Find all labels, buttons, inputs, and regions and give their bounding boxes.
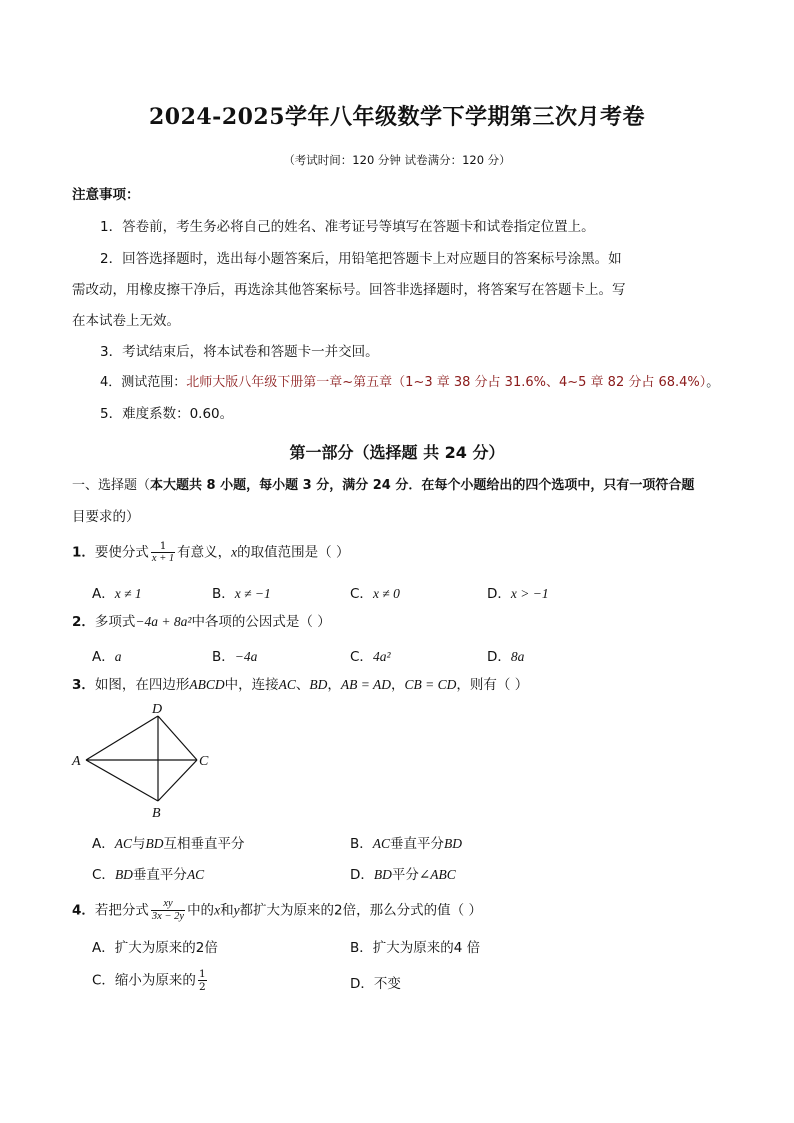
option-label: A． bbox=[92, 586, 115, 602]
option-label: B． bbox=[212, 586, 235, 602]
option-math: BD bbox=[444, 836, 463, 851]
exam-subtitle: （考试时间：120 分钟 试卷满分：120 分） bbox=[283, 153, 511, 167]
q4-option-c[interactable] bbox=[92, 968, 209, 993]
option-math: BD bbox=[373, 867, 392, 882]
fraction bbox=[198, 968, 207, 993]
note-item-2-line-3: 在本试卷上无效。 bbox=[72, 313, 180, 329]
fraction-numerator: xy bbox=[151, 898, 185, 911]
q1-option-a[interactable] bbox=[92, 582, 142, 602]
condition-cb-cd: CB = CD bbox=[404, 677, 457, 692]
option-text: 垂直平分 bbox=[390, 836, 445, 852]
note-item-4-prefix: 4．测试范围： bbox=[100, 375, 187, 390]
q3-option-b[interactable] bbox=[350, 832, 462, 852]
variable: x bbox=[214, 902, 221, 918]
quadrilateral-figure bbox=[66, 698, 226, 823]
fraction-denominator: x + 1 bbox=[151, 553, 175, 564]
option-math: BD bbox=[145, 836, 164, 851]
q1-option-c[interactable] bbox=[350, 582, 400, 602]
question-text: 的取值范围是（ ） bbox=[237, 544, 350, 561]
option-math: 8a bbox=[510, 649, 525, 664]
option-label: D． bbox=[487, 586, 511, 602]
question-text: 有意义， bbox=[177, 544, 232, 561]
note-item-2-line-1: 2．回答选择题时，选出每小题答案后，用铅笔把答题卡上对应题目的答案标号涂黑。如 bbox=[100, 251, 622, 267]
option-label: D． bbox=[487, 649, 511, 665]
question-1-stem bbox=[72, 540, 349, 565]
option-math: x ≠ 1 bbox=[114, 586, 142, 601]
note-item-4-end: 。 bbox=[706, 375, 720, 390]
question-text: 和 bbox=[220, 902, 234, 919]
question-text: 多项式 bbox=[94, 614, 136, 630]
option-math: a bbox=[114, 649, 122, 664]
option-label: D． bbox=[350, 867, 374, 883]
option-text: 平分 bbox=[391, 867, 419, 883]
segment-ac: AC bbox=[278, 677, 296, 692]
option-label: A． bbox=[92, 649, 115, 665]
q2-option-a[interactable] bbox=[92, 645, 122, 665]
q3-option-d[interactable] bbox=[350, 863, 456, 883]
question-number: 2． bbox=[72, 614, 95, 630]
option-label: B． bbox=[212, 649, 235, 665]
option-math: x > −1 bbox=[510, 586, 549, 601]
segment-bd: BD bbox=[309, 677, 328, 692]
fraction-numerator: 1 bbox=[198, 968, 206, 980]
note-item-3: 3．考试结束后，将本试卷和答题卡一并交回。 bbox=[100, 344, 379, 360]
side-dc bbox=[158, 716, 197, 760]
option-math: 4a² bbox=[372, 649, 391, 664]
vertex-a-label: A bbox=[72, 754, 81, 769]
option-label: B． bbox=[350, 836, 373, 852]
question-number: 1． bbox=[72, 544, 95, 561]
question-3-stem bbox=[72, 676, 528, 694]
option-label: C． bbox=[350, 586, 373, 602]
separator: ， bbox=[391, 677, 405, 693]
section-intro-rule: 本大题共 8 小题，每小题 3 分，满分 24 分．在每个小题给出的四个选项中，只有一项符合题 bbox=[150, 478, 695, 493]
option-math: x ≠ 0 bbox=[372, 586, 400, 601]
question-text: 中各项的公因式是（ ） bbox=[191, 614, 331, 630]
variable: y bbox=[233, 902, 240, 918]
side-cb bbox=[158, 760, 197, 801]
section-intro-lead: 一、选择题（ bbox=[72, 478, 151, 493]
fraction-denominator: 2 bbox=[198, 981, 206, 993]
option-text: 互相垂直平分 bbox=[163, 836, 245, 852]
separator: ， bbox=[327, 677, 341, 693]
note-item-4-range: 北师大版八年级下册第一章~第五章（1~3 章 38 分占 31.6%、4~5 章 82 分占 68.4%） bbox=[186, 375, 707, 390]
q1-option-d[interactable] bbox=[487, 582, 549, 602]
fraction bbox=[151, 898, 185, 923]
question-text: ，则有（ ） bbox=[456, 677, 529, 693]
polynomial: −4a + 8a² bbox=[135, 614, 192, 629]
question-text: 若把分式 bbox=[94, 902, 149, 919]
option-text: 与 bbox=[132, 836, 146, 852]
vertex-d-label: D bbox=[152, 702, 163, 717]
fraction-denominator: 3x − 2y bbox=[151, 911, 185, 922]
option-text: C．缩小为原来的 bbox=[92, 972, 196, 989]
vertex-b-label: B bbox=[152, 806, 161, 821]
side-ba bbox=[86, 760, 158, 801]
condition-ab-ad: AB = AD bbox=[340, 677, 392, 692]
q3-option-c[interactable] bbox=[92, 863, 204, 883]
variable: x bbox=[231, 544, 238, 560]
option-math: BD bbox=[114, 867, 133, 882]
question-text: 如图，在四边形 bbox=[94, 677, 190, 693]
quadrilateral-name: ABCD bbox=[189, 677, 225, 692]
notes-heading: 注意事项： bbox=[72, 187, 140, 203]
q2-option-d[interactable] bbox=[487, 645, 524, 665]
fraction-numerator: 1 bbox=[151, 540, 175, 553]
note-item-1: 1．答卷前，考生务必将自己的姓名、准考证号等填写在答题卡和试卷指定位置上。 bbox=[100, 219, 595, 235]
q1-option-b[interactable] bbox=[212, 582, 271, 602]
side-ad bbox=[86, 716, 158, 760]
q4-option-b[interactable]: B．扩大为原来的4 倍 bbox=[350, 940, 481, 956]
question-text: 中，连接 bbox=[224, 677, 279, 693]
question-text: 中的 bbox=[187, 902, 215, 919]
option-math: x ≠ −1 bbox=[234, 586, 271, 601]
option-text: 垂直平分 bbox=[132, 867, 187, 883]
q2-option-b[interactable] bbox=[212, 645, 257, 665]
section-intro-line-2: 目要求的） bbox=[72, 509, 140, 525]
question-text: 要使分式 bbox=[94, 544, 149, 561]
exam-title: 2024-2025学年八年级数学下学期第三次月考卷 bbox=[148, 104, 646, 130]
section-intro-line-1 bbox=[72, 477, 694, 495]
q2-option-c[interactable] bbox=[350, 645, 391, 665]
part-one-title: 第一部分（选择题 共 24 分） bbox=[289, 443, 505, 462]
note-item-2-line-2: 需改动，用橡皮擦干净后，再选涂其他答案标号。回答非选择题时，将答案写在答题卡上。写 bbox=[72, 282, 626, 298]
q4-option-a[interactable]: A．扩大为原来的2倍 bbox=[92, 940, 218, 956]
question-text: 都扩大为原来的2倍，那么分式的值（ ） bbox=[239, 902, 482, 919]
option-label: C． bbox=[350, 649, 373, 665]
note-item-5: 5．难度系数：0.60。 bbox=[100, 406, 234, 422]
vertex-c-label: C bbox=[199, 754, 209, 769]
question-number: 3． bbox=[72, 677, 95, 693]
q4-option-d[interactable]: D．不变 bbox=[350, 976, 401, 992]
option-math: ∠ABC bbox=[418, 867, 456, 882]
q3-option-a[interactable] bbox=[92, 832, 245, 852]
option-math: AC bbox=[372, 836, 391, 851]
note-item-4 bbox=[100, 374, 719, 392]
separator: 、 bbox=[295, 677, 310, 693]
option-math: −4a bbox=[234, 649, 258, 664]
option-math: AC bbox=[114, 836, 133, 851]
option-label: A． bbox=[92, 836, 115, 852]
question-4-stem bbox=[72, 898, 482, 923]
option-math: AC bbox=[186, 867, 205, 882]
option-label: C． bbox=[92, 867, 115, 883]
question-number: 4． bbox=[72, 902, 95, 919]
fraction bbox=[151, 540, 175, 565]
question-2-stem bbox=[72, 613, 331, 631]
